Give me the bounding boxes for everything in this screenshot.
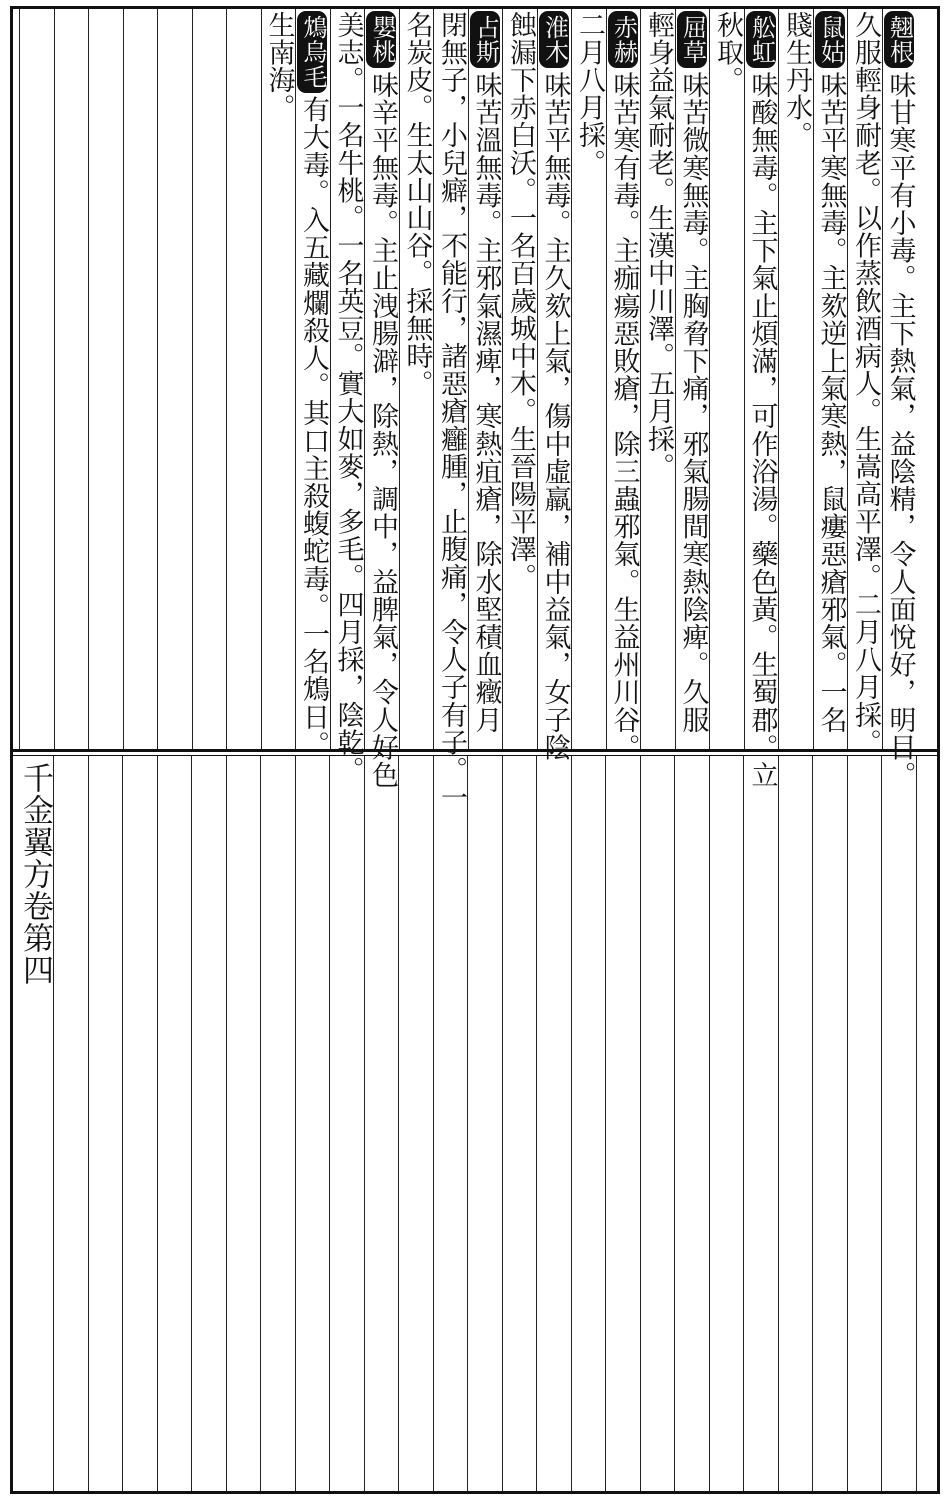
entry-label: 鼠姑 <box>815 11 845 68</box>
empty-ruled-column <box>916 756 947 1491</box>
empty-ruled-column <box>191 756 225 1491</box>
empty-ruled-column <box>433 756 467 1491</box>
empty-ruled-column <box>778 756 812 1491</box>
empty-ruled-column <box>881 756 915 1491</box>
empty-ruled-column <box>674 756 708 1491</box>
text-column <box>847 9 881 757</box>
empty-ruled-column <box>502 756 536 1491</box>
upper-register <box>13 9 937 812</box>
text-column <box>778 9 812 749</box>
text-column <box>537 9 571 762</box>
empty-ruled-column <box>295 756 329 1491</box>
text-column <box>192 9 226 749</box>
entry-text: 輕身益氣耐老。生漢中川澤。五月採。 <box>643 11 674 481</box>
empty-ruled-column <box>640 756 674 1491</box>
text-column <box>261 9 295 749</box>
entry-label: 赤赫 <box>608 11 638 68</box>
entry-text: 二月八月採。 <box>574 11 605 177</box>
entry-label: 屈草 <box>677 11 707 68</box>
text-column <box>157 9 191 749</box>
text-column <box>882 9 916 789</box>
column-text <box>469 11 503 734</box>
entry-text: 秋取。 <box>712 11 743 94</box>
entry-text: 閉無子，小兒癖，不能行，諸惡瘡癰腫，止腹痛，令人子有子。一 <box>436 11 467 812</box>
column-text <box>641 11 675 480</box>
column-text <box>848 11 882 756</box>
column-text <box>538 11 572 761</box>
entry-text: 生南海。 <box>263 11 295 122</box>
text-column <box>295 9 329 759</box>
empty-ruled-column <box>364 756 398 1491</box>
column-text <box>331 11 365 784</box>
entry-text: 名炭皮。生太山山谷。採無時。 <box>401 11 433 398</box>
entry-label: 嬰桃 <box>366 11 396 68</box>
text-column <box>330 9 364 784</box>
text-column <box>364 9 398 789</box>
column-text <box>676 11 710 734</box>
empty-ruled-column <box>329 756 363 1491</box>
entry-label: 鴆烏毛 <box>297 11 327 93</box>
entry-text: 味辛平無毒。主止洩腸澼，除熱，調中，益脾氣，令人好色 <box>367 71 398 789</box>
column-text <box>607 11 641 761</box>
entry-text: 味甘寒平有小毒。主下熱氣，益陰精，令人面悅好，明目。 <box>884 71 916 789</box>
column-text <box>745 11 779 789</box>
column-text <box>262 11 296 121</box>
text-column <box>709 9 743 749</box>
empty-ruled-column <box>398 756 432 1491</box>
colophon-title: 千金翼方卷第四 <box>17 762 53 986</box>
empty-ruled-column <box>122 756 156 1491</box>
entry-text: 味苦溫無毒。主邪氣濕痺，寒熱疽瘡，除水堅積血癥月 <box>470 71 502 734</box>
column-text <box>814 11 848 734</box>
text-column <box>399 9 433 749</box>
empty-ruled-column <box>53 756 87 1491</box>
text-column <box>675 9 709 749</box>
text-column <box>19 9 53 749</box>
empty-ruled-column <box>571 756 605 1491</box>
column-text <box>365 11 399 789</box>
empty-ruled-column <box>605 756 639 1491</box>
text-column <box>54 9 88 749</box>
empty-ruled-column <box>260 756 294 1491</box>
text-column <box>744 9 778 789</box>
column-text <box>779 11 813 149</box>
column-text <box>400 11 434 397</box>
entry-label: 占斯 <box>470 11 500 68</box>
entry-label: 舩虹 <box>746 11 776 68</box>
text-column <box>468 9 502 749</box>
column-text <box>710 11 744 94</box>
entry-text: 久服輕身耐老。以作蒸飲酒病人。生嵩高平澤。二月八月採。 <box>850 11 881 757</box>
empty-ruled-column <box>467 756 501 1491</box>
column-text <box>296 11 330 758</box>
entry-label: 淮木 <box>539 11 569 68</box>
empty-ruled-column <box>847 756 881 1491</box>
horizontal-divider <box>13 749 937 756</box>
entry-text: 味苦微寒無毒。主胸脅下痛，邪氣腸間寒熱陰痺。久服 <box>677 71 709 734</box>
text-column <box>123 9 157 749</box>
entry-text: 有大毒。入五藏爛殺人。其口主殺蝮蛇毒。一名鴆日。 <box>298 95 329 759</box>
entry-text: 美志。一名牛桃。一名英豆。實大如麥，多毛。四月採，陰乾。 <box>332 11 364 784</box>
entry-text: 味酸無毒。主下氣止煩滿，可作浴湯。藥色黃。生蜀郡。立 <box>746 71 778 789</box>
entry-text: 賤生丹水。 <box>781 11 812 149</box>
text-column <box>571 9 605 749</box>
empty-ruled-column <box>709 756 743 1491</box>
column-text <box>434 11 468 811</box>
text-column <box>433 9 467 812</box>
entry-text: 蝕漏下赤白沃。一名百歲城中木。生晉陽平澤。 <box>505 11 536 591</box>
empty-ruled-column <box>157 756 191 1491</box>
text-column <box>502 9 536 749</box>
entry-label: 翹根 <box>884 11 914 68</box>
empty-ruled-column <box>226 756 260 1491</box>
empty-ruled-column <box>812 756 846 1491</box>
empty-ruled-column <box>88 756 122 1491</box>
text-column <box>226 9 260 749</box>
text-column <box>606 9 640 762</box>
lower-register <box>13 756 937 1491</box>
entry-text: 味苦平無毒。主久欬上氣，傷中虛羸，補中益氣，女子陰 <box>539 71 571 762</box>
column-text <box>503 11 537 591</box>
text-column <box>88 9 122 749</box>
text-column <box>640 9 674 749</box>
page-frame <box>10 6 940 1494</box>
empty-ruled-column <box>536 756 570 1491</box>
column-text <box>883 11 917 789</box>
empty-ruled-column <box>743 756 777 1491</box>
text-column <box>813 9 847 749</box>
entry-text: 味苦寒有毒。主痂瘍惡敗瘡，除三蟲邪氣。生益州川谷。 <box>608 71 640 762</box>
column-text <box>572 11 606 177</box>
entry-text: 味苦平寒無毒。主欬逆上氣寒熱，鼠瘻惡瘡邪氣。一名 <box>815 71 847 734</box>
